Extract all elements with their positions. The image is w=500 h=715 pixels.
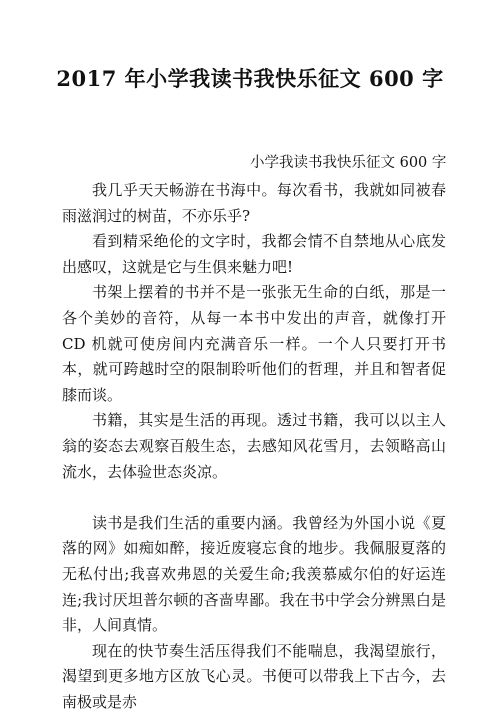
paragraph: 我几乎天天畅游在书海中。每次看书，我就如同被春雨滋润过的树苗，不亦乐乎? <box>62 181 446 225</box>
paragraph: 书籍，其实是生活的再现。透过书籍，我可以以主人翁的姿态去观察百般生态，去感知风花雪月，去领略高山流水，去体验世态炎凉。 <box>62 411 446 481</box>
paragraph: 读书是我们生活的重要内涵。我曾经为外国小说《夏落的网》如痴如醉，接近废寝忘食的地步。我佩服夏落的无私付出;我喜欢弗恩的关爱生命;我羡慕威尔伯的好运连连;我讨厌坦普尔顿的吝啬卑鄙。我在书中学会分辨黑白是非，人间真情。 <box>62 513 446 635</box>
paragraph: 现在的快节奏生活压得我们不能喘息，我渴望旅行，渴望到更多地方区放飞心灵。书便可以带我上下古今，去南极或是赤 <box>62 641 446 711</box>
paragraph: 书架上摆着的书并不是一张张无生命的白纸，那是一各个美妙的音符，从每一本书中发出的声音，就像打开 CD 机就可使房间内充满音乐一样。一个人只要打开书本，就可跨越时空的限制聆听他们的哲理，并且和智者促膝而谈。 <box>62 283 446 404</box>
paragraph: 看到精采绝伦的文字时，我都会情不自禁地从心底发出感叹，这就是它与生俱来魅力吧! <box>62 232 446 276</box>
essay-subtitle: 小学我读书我快乐征文 600 字 <box>250 155 447 171</box>
document-title: 2017 年小学我读书我快乐征文 600 字 <box>56 66 444 91</box>
essay-body <box>62 178 446 715</box>
